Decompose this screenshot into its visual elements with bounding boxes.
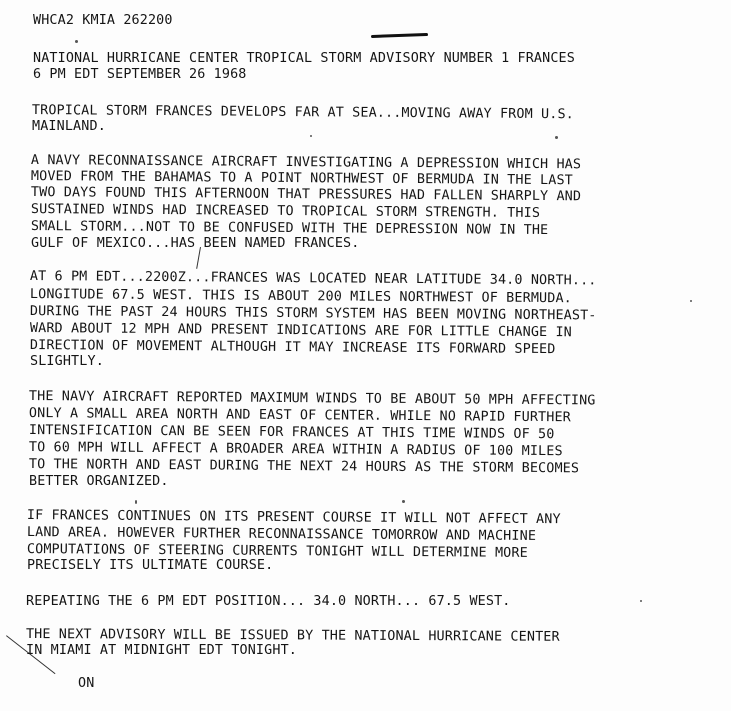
paragraph-1-line: GULF OF MEXICO...HAS BEEN NAMED FRANCES. [31,236,360,251]
paper-speck [135,500,137,504]
headline-line: MAINLAND. [32,119,106,134]
paragraph-4-line: IF FRANCES CONTINUES ON ITS PRESENT COURSE IT WILL NOT AFFECT ANY [26,508,561,528]
paragraph-2-line: DIRECTION OF MOVEMENT ALTHOUGH IT MAY INCREASE ITS FORWARD SPEED [29,338,556,358]
paper-speck [555,136,558,139]
paragraph-3-line: THE NAVY AIRCRAFT REPORTED MAXIMUM WINDS TO BE ABOUT 50 MPH AFFECTING [28,389,596,409]
paragraph-3-line: INTENSIFICATION CAN BE SEEN FOR FRANCES AT THIS TIME WINDS OF 50 [28,423,555,443]
headline-line: TROPICAL STORM FRANCES DEVELOPS FAR AT SEA...MOVING AWAY FROM U.S. [31,103,574,123]
paragraph-4-line: COMPUTATIONS OF STEERING CURRENTS TONIGHT WILL DETERMINE MORE [26,542,528,561]
paragraph-3-line: TO THE NORTH AND EAST DURING THE NEXT 24 HOURS AS THE STORM BECOMES [28,457,580,477]
repeat-position-line: REPEATING THE 6 PM EDT POSITION... 34.0 NORTH... 67.5 WEST. [26,594,511,609]
paragraph-1-line: MOVED FROM THE BAHAMAS TO A POINT NORTHWEST OF BERMUDA IN THE LAST [30,169,573,189]
advisory-date: 6 PM EDT SEPTEMBER 26 1968 [33,67,247,82]
next-advisory-line: IN MIAMI AT MIDNIGHT EDT TONIGHT. [26,643,297,658]
advisory-title: NATIONAL HURRICANE CENTER TROPICAL STORM ADVISORY NUMBER 1 FRANCES [33,51,575,66]
paragraph-2-line: AT 6 PM EDT...2200Z...FRANCES WAS LOCATED NEAR LATITUDE 34.0 NORTH... [29,269,597,289]
paragraph-2-line: DURING THE PAST 24 HOURS THIS STORM SYSTEM HAS BEEN MOVING NORTHEAST- [29,304,597,324]
ink-dash-mark [371,33,428,38]
signoff-text: ON [78,676,95,691]
paragraph-1-line: A NAVY RECONNAISSANCE AIRCRAFT INVESTIGATING A DEPRESSION WHICH HAS [30,153,582,173]
paragraph-1-line: SUSTAINED WINDS HAD INCREASED TO TROPICAL STORM STRENGTH. THIS [30,202,541,221]
paragraph-1-line: SMALL STORM...NOT TO BE CONFUSED WITH THE DEPRESSION NOW IN THE [30,219,549,239]
next-advisory-line: THE NEXT ADVISORY WILL BE ISSUED BY THE NATIONAL HURRICANE CENTER [25,627,560,645]
routing-header: WHCA2 KMIA 262200 [33,13,173,28]
paragraph-2-line: WARD ABOUT 12 MPH AND PRESENT INDICATIONS ARE FOR LITTLE CHANGE IN [29,321,572,341]
paragraph-2-line: LONGITUDE 67.5 WEST. THIS IS ABOUT 200 MILES NORTHWEST OF BERMUDA. [29,287,572,307]
paragraph-1-line: TWO DAYS FOUND THIS AFTERNOON THAT PRESSURES HAD FALLEN SHARPLY AND [30,185,582,205]
paragraph-4-line: LAND AREA. HOWEVER FURTHER RECONNAISSANCE TOMORROW AND MACHINE [26,525,537,544]
paper-speck [640,600,642,602]
paper-speck [402,500,405,503]
paper-speck [310,135,312,137]
paragraph-2-line: SLIGHTLY. [30,354,104,369]
paragraph-4-line: PRECISELY ITS ULTIMATE COURSE. [27,558,274,573]
paragraph-3-line: ONLY A SMALL AREA NORTH AND EAST OF CENTER. WHILE NO RAPID FURTHER [28,406,571,426]
paragraph-3-line: BETTER ORGANIZED. [29,474,169,489]
paragraph-3-line: TO 60 MPH WILL AFFECT A BROADER AREA WITHIN A RADIUS OF 100 MILES [28,440,563,460]
paper-speck [75,40,78,43]
paper-speck [690,300,692,302]
